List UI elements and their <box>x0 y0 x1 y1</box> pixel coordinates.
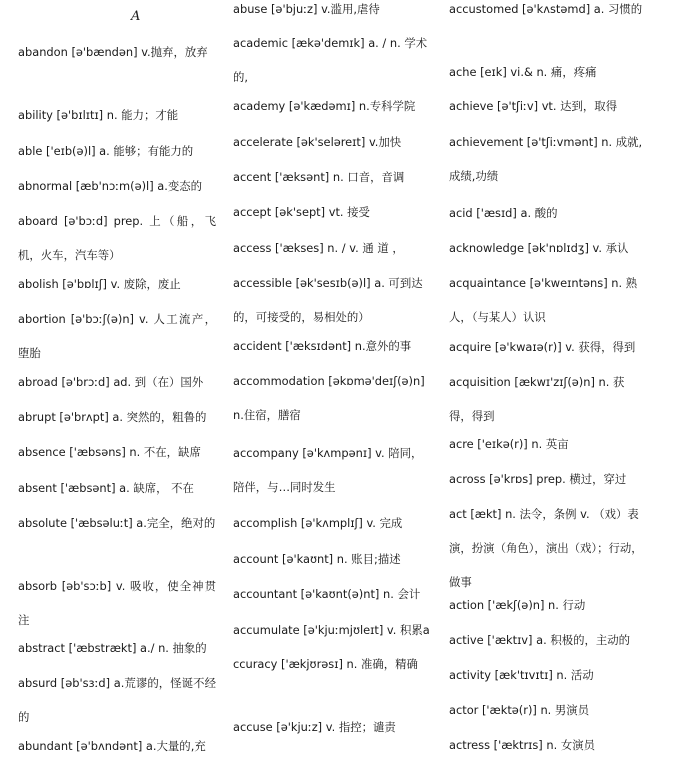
entry-acknowledge: acknowledge [ək'nɒlɪdʒ] v. 承认 <box>449 241 629 255</box>
entry-access: access ['ækses] n. / v. 通 道 ， <box>233 241 404 255</box>
entry-across: across [ə'krɒs] prep. 横过，穿过 <box>449 472 627 486</box>
entry-acid: acid ['æsɪd] a. 酸的 <box>449 206 558 220</box>
entry-absorb: absorb [əb'sɔːb] v. 吸收，使全神贯注 <box>18 579 216 627</box>
entry-able: able ['eɪb(ə)l] a. 能够；有能力的 <box>18 144 194 158</box>
entry-ache: ache [eɪk] vi.& n. 痛，疼痛 <box>449 65 597 79</box>
entry-accident: accident ['æksɪdənt] n.意外的事 <box>233 339 412 353</box>
entry-accumulate: accumulate [ə'kjuːmjʊleɪt] v. 积累accuracy ['ækjʊrəsɪ] n. 准确，精确 <box>233 623 430 671</box>
entry-aboard: aboard [ə'bɔːd] prep. 上（船，飞机，火车，汽车等） <box>18 214 216 262</box>
entry-accompany: accompany [ə'kʌmpənɪ] v. 陪同，陪伴，与…同时发生 <box>233 446 423 494</box>
entry-acquisition: acquisition [ækwɪ'zɪʃ(ə)n] n. 获得，得到 <box>449 375 625 423</box>
entry-abuse: abuse [ə'bjuːz] v.滥用,虐待 <box>233 2 380 16</box>
entry-ability: ability [ə'bɪlɪtɪ] n. 能力；才能 <box>18 108 179 122</box>
entry-academy: academy [ə'kædəmɪ] n.专科学院 <box>233 99 416 113</box>
entry-absurd: absurd [əb'sɜːd] a.荒谬的，怪诞不经的 <box>18 676 216 724</box>
entry-accelerate: accelerate [ək'seləreɪt] v.加快 <box>233 135 402 149</box>
entry-actor: actor ['æktə(r)] n. 男演员 <box>449 703 590 717</box>
entry-academic: academic [ækə'demɪk] a. / n. 学术的, <box>233 36 428 84</box>
entry-acquaintance: acquaintance [ə'kweɪntəns] n. 熟人，（与某人）认识 <box>449 276 638 324</box>
entry-activity: activity [æk'tɪvɪtɪ] n. 活动 <box>449 668 594 682</box>
entry-absent: absent ['æbsənt] a. 缺席， 不在 <box>18 481 194 495</box>
entry-abnormal: abnormal [æb'nɔːm(ə)l] a.变态的 <box>18 179 203 193</box>
entry-accustomed: accustomed [ə'kʌstəmd] a. 习惯的 <box>449 2 643 16</box>
entry-actress: actress ['æktrɪs] n. 女演员 <box>449 738 596 752</box>
entry-active: active ['æktɪv] a. 积极的，主动的 <box>449 633 631 647</box>
entry-accomplish: accomplish [ə'kʌmplɪʃ] v. 完成 <box>233 516 403 530</box>
entry-accuse: accuse [ə'kjuːz] v. 指控；谴责 <box>233 720 396 734</box>
entry-abundant: abundant [ə'bʌndənt] a.大量的,充 <box>18 739 206 753</box>
entry-acquire: acquire [ə'kwaɪə(r)] v. 获得，得到 <box>449 340 636 354</box>
entry-accommodation: accommodation [əkɒmə'deɪʃ(ə)n] n.住宿，膳宿 <box>233 374 425 422</box>
entry-accept: accept [ək'sept] vt. 接受 <box>233 205 370 219</box>
entry-achievement: achievement [ə'tʃiːvmənt] n. 成就,成绩,功绩 <box>449 135 643 183</box>
entry-abolish: abolish [ə'bɒlɪʃ] v. 废除，废止 <box>18 277 181 291</box>
entry-action: action ['ækʃ(ə)n] n. 行动 <box>449 598 586 612</box>
entry-acre: acre ['eɪkə(r)] n. 英亩 <box>449 437 569 451</box>
entry-abandon: abandon [ə'bændən] v.抛弃，放弃 <box>18 45 208 59</box>
entry-act: act [ækt] n. 法令，条例 v. （戏）表演，扮演（角色），演出（戏）；行动，做事 <box>449 507 643 589</box>
entry-abrupt: abrupt [ə'brʌpt] a. 突然的，粗鲁的 <box>18 410 207 424</box>
entry-abstract: abstract ['æbstrækt] a./ n. 抽象的 <box>18 641 207 655</box>
section-letter: A <box>131 9 141 24</box>
entry-accessible: accessible [ək'sesɪb(ə)l] a. 可到达的，可接受的，易相处的） <box>233 276 423 324</box>
entry-abroad: abroad [ə'brɔːd] ad. 到（在）国外 <box>18 375 204 389</box>
entry-achieve: achieve [ə'tʃiːv] vt. 达到，取得 <box>449 99 618 113</box>
entry-accountant: accountant [ə'kaʊnt(ə)nt] n. 会计 <box>233 587 421 601</box>
entry-absolute: absolute ['æbsəluːt] a.完全，绝对的 <box>18 516 216 530</box>
entry-abortion: abortion [ə'bɔːʃ(ə)n] v. 人工流产，堕胎 <box>18 312 216 360</box>
entry-accent: accent ['æksənt] n. 口音，音调 <box>233 170 405 184</box>
entry-absence: absence ['æbsəns] n. 不在，缺席 <box>18 445 201 459</box>
entry-account: account [ə'kaʊnt] n. 账目;描述 <box>233 552 401 566</box>
